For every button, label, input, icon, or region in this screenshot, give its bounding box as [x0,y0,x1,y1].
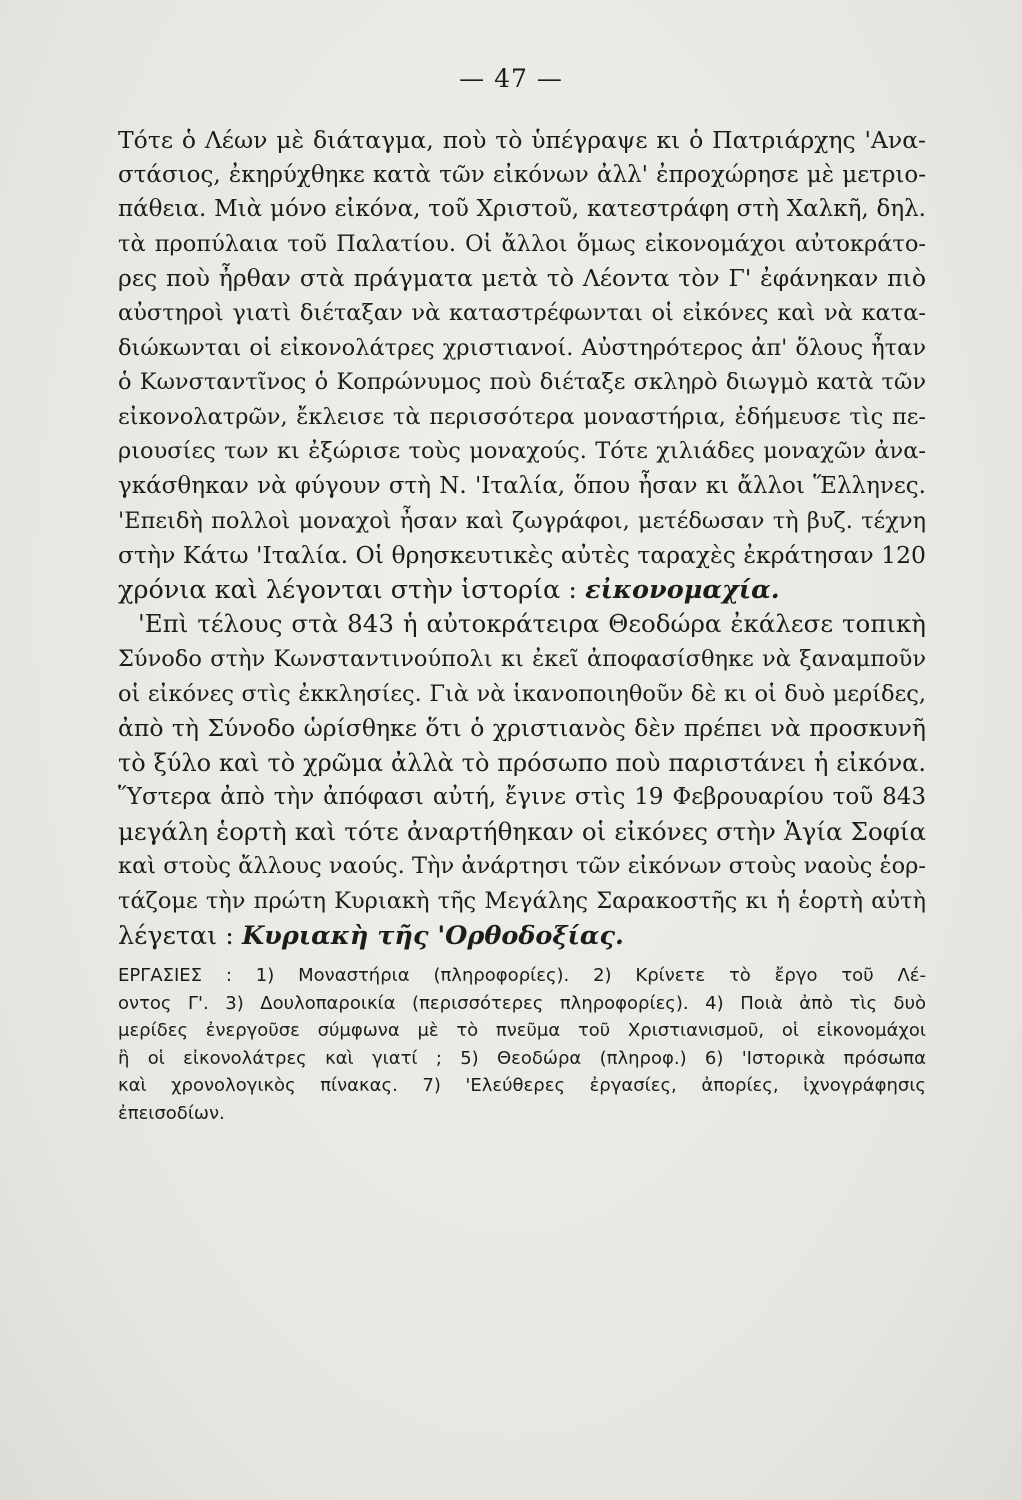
exercise-line: ἢ οἱ εἰκονολάτρες καὶ γιατί ; 5) Θεοδώρα (πληροφ.) 6) 'Ιστορικὰ πρόσωπα [118,1047,926,1069]
exercise-line: ἐπεισοδίων. [118,1102,225,1124]
text-line: ριουσίες των κι ἐξώρισε τοὺς μοναχούς. Τότε χιλιάδες μοναχῶν ἀνα- [118,438,926,465]
text-line: διώκωνται οἱ εἰκονολάτρες χριστιανοί. Αὐστηρότερος ἀπ' ὅλους ἦταν [118,334,926,361]
text-line: αὐστηροὶ γιατὶ διέταξαν νὰ καταστρέφωνται οἱ εἰκόνες καὶ νὰ κατα- [118,299,926,326]
text-line-final [118,919,926,954]
main-text [118,123,926,953]
text-line: τάζομε τὴν πρώτη Κυριακὴ τῆς Μεγάλης Σαρακοστῆς κι ἡ ἑορτὴ αὐτὴ [118,888,926,915]
text-line: πάθεια. Μιὰ μόνο εἰκόνα, τοῦ Χριστοῦ, κατεστράφη στὴ Χαλκῆ, δηλ. [118,196,926,223]
text-line: γκάσθηκαν νὰ φύγουν στὴ Ν. 'Ιταλία, ὅπου ἦσαν κι ἄλλοι Ἕλληνες. [118,472,926,499]
text-line: στὴν Κάτω 'Ιταλία. Οἱ θρησκευτικὲς αὐτὲς ταραχὲς ἐκράτησαν 120 [118,541,926,570]
exercise-line: καὶ χρονολογικὸς πίνακας. 7) 'Ελεύθερες ἐργασίες, ἀπορίες, ἰχνογράφησις [118,1075,926,1096]
text-line: Ὕστερα ἀπὸ τὴν ἀπόφασι αὐτή, ἔγινε στὶς 19 Φεβρουαρίου τοῦ 843 [118,784,926,811]
text-line: ὁ Κωνσταντῖνος ὁ Κοπρώνυμος ποὺ διέταξε σκληρὸ διωγμὸ κατὰ τῶν [118,369,926,396]
text-line-lead: χρόνια καὶ λέγονται στὴν ἱστορία : [118,574,577,605]
paragraph-start-line: 'Επὶ τέλους στὰ 843 ἡ αὐτοκράτειρα Θεοδώρα ἐκάλεσε τοπικὴ [138,609,926,639]
text-line: μεγάλη ἑορτὴ καὶ τότε ἀναρτήθηκαν οἱ εἰκόνες στὴν Ἁγία Σοφία [118,816,926,846]
term-iconoclasm: εἰκονομαχία. [585,574,780,605]
text-line: ἀπὸ τὴ Σύνοδο ὡρίσθηκε ὅτι ὁ χριστιανὸς δὲν πρέπει νὰ προσκυνῆ [118,714,926,743]
text-line: τὸ ξύλο καὶ τὸ χρῶμα ἀλλὰ τὸ πρόσωπο ποὺ παριστάνει ἡ εἰκόνα. [118,748,926,777]
text-line-with-term [118,573,926,608]
text-line: οἱ εἰκόνες στὶς ἐκκλησίες. Γιὰ νὰ ἱκανοποιηθοῦν δὲ κι οἱ δυὸ μερίδες, [118,680,926,707]
text-line: καὶ στοὺς ἄλλους ναούς. Τὴν ἀνάρτησι τῶν εἰκόνων στοὺς ναοὺς ἑορ- [118,853,926,880]
page-number: — 47 — [459,64,563,93]
text-line: τὰ προπύλαια τοῦ Παλατίου. Οἱ ἄλλοι ὅμως εἰκονομάχοι αὐτοκράτο- [118,230,926,257]
text-line: Σύνοδο στὴν Κωνσταντινούπολι κι ἐκεῖ ἀποφασίσθηκε νὰ ξαναμποῦν [118,645,926,672]
text-line: ρες ποὺ ἦρθαν στὰ πράγματα μετὰ τὸ Λέοντα τὸν Γ' ἐφάνηκαν πιὸ [118,264,926,293]
exercise-line: ΕΡΓΑΣΙΕΣ : 1) Μοναστήρια (πληροφορίες). 2) Κρίνετε τὸ ἔργο τοῦ Λέ- [118,965,926,986]
exercise-line: μερίδες ἐνεργοῦσε σύμφωνα μὲ τὸ πνεῦμα τοῦ Χριστιανισμοῦ, οἱ εἰκονομάχοι [118,1020,926,1041]
text-line: εἰκονολατρῶν, ἔκλεισε τὰ περισσότερα μοναστήρια, ἐδήμευσε τὶς πε- [118,403,926,430]
exercise-line: οντος Γ'. 3) Δουλοπαροικία (περισσότερες πληροφορίες). 4) Ποιὰ ἀπὸ τὶς δυὸ [118,992,926,1014]
text-line-lead: λέγεται : [118,920,234,951]
text-line: 'Επειδὴ πολλοὶ μοναχοὶ ἦσαν καὶ ζωγράφοι, μετέδωσαν τὴ βυζ. τέχνη [118,507,926,534]
exercises-section [118,962,926,1127]
text-line: στάσιος, ἐκηρύχθηκε κατὰ τῶν εἰκόνων ἀλλ' ἐπροχώρησε μὲ μετριο- [118,161,926,188]
text-line: Τότε ὁ Λέων μὲ διάταγμα, ποὺ τὸ ὑπέγραψε κι ὁ Πατριάρχης 'Ανα- [118,126,926,154]
term-sunday-of-orthodoxy: Κυριακὴ τῆς 'Ορθοδοξίας. [241,920,624,951]
